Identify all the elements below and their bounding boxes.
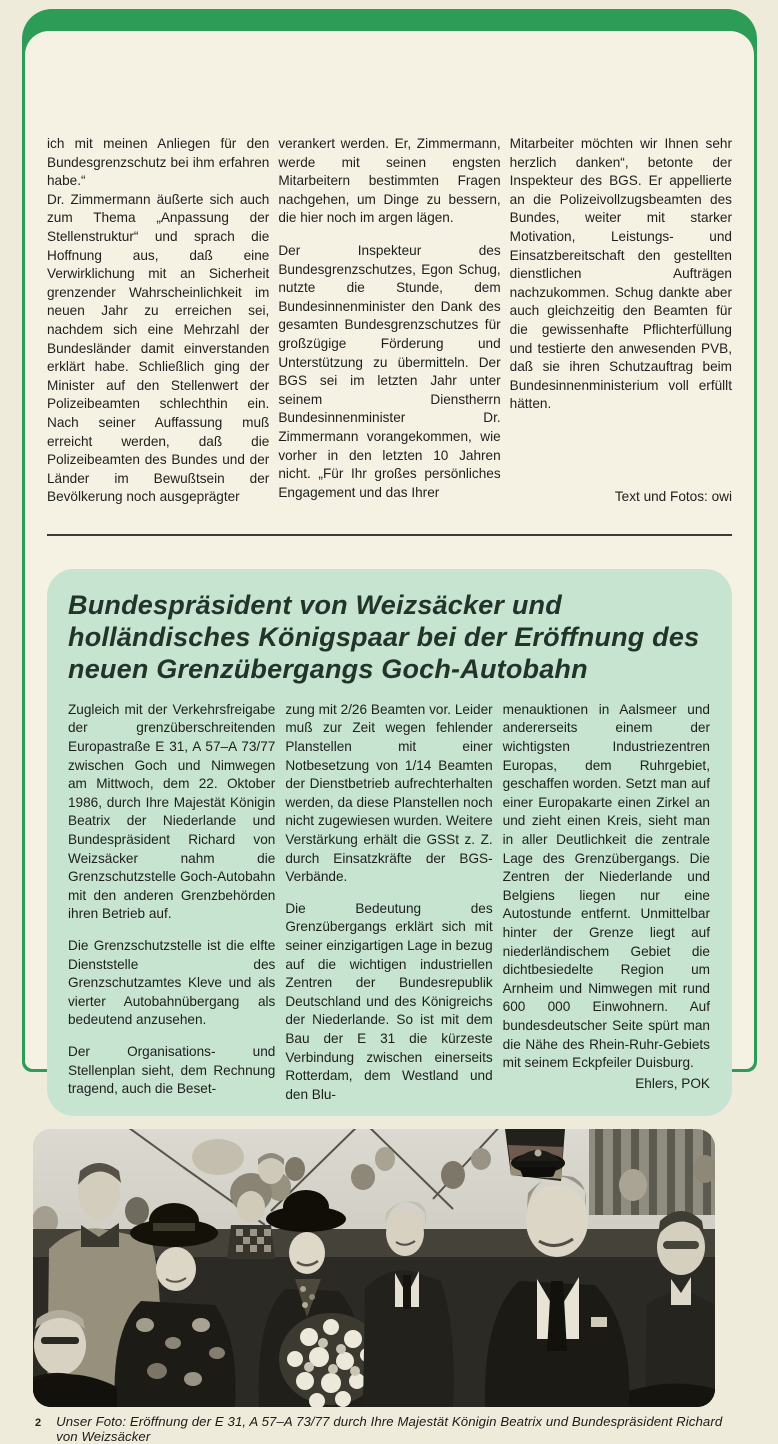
photo-caption-row	[35, 1414, 732, 1444]
man-balding-center	[258, 1153, 284, 1184]
top-article-column-3	[510, 135, 732, 507]
paragraph: Dr. Zimmermann äußerte sich auch zum Thema „Anpassung der Stellenstruktur“ und sprach die Hoffnung aus, daß eine Verwirklichung mit an Sicherheit grenzender Wahrscheinlichkeit im neuen Jahr zu erreichen sei, nachdem sich eine Mehrzahl der Bundesländer damit einverstanden erklärt habe. Schließlich ging der Minister auf den Stellenwert der Polizeibeamten schlechthin ein. Nach seiner Auffassung muß erreicht werden, daß die Polizeibeamten des Bundes und der Länder im Bewußtsein der Bevölkerung noch ausgeprägter	[47, 191, 270, 505]
paragraph: verankert werden. Er, Zimmermann, werde mit seinen engsten Mitarbeitern bestimmten Fragen nachgehen, um Dinge zu bessern, die hier noch im argen lägen.	[278, 136, 501, 226]
paragraph: Zugleich mit der Verkehrsfreigabe der grenzüberschreitenden Europastraße E 31, A 57–A 73/77 zwischen Goch und Nimwegen am Mittwoch, dem 22. Oktober 1986, durch Ihre Majestät Königin Beatrix der Niederlande und Bundespräsident Richard von Weizsäcker nahm die Grenzschutzstelle Goch-Autobahn mit den anderen Grenzbehörden ihren Betrieb auf.	[68, 701, 276, 922]
page-content	[25, 31, 754, 1444]
feature-column-2	[285, 701, 492, 1104]
feature-column-3	[503, 701, 710, 1104]
feature-headline: Bundespräsident von Weizsäcker und holländisches Königspaar bei der Eröffnung des neuen Grenzübergangs Goch-Autobahn	[68, 589, 700, 684]
paragraph: Die Grenzschutzstelle ist die elfte Dienststelle des Grenzschutzamtes Kleve und als vierter Autobahnübergang als bedeutend anzusehen.	[68, 938, 276, 1028]
section-divider	[47, 534, 732, 536]
top-article-column-2	[278, 135, 500, 507]
feature-column-1	[68, 701, 275, 1104]
top-article-column-1	[47, 135, 269, 507]
page-number: 2	[35, 1417, 42, 1430]
crowd-photo	[33, 1129, 715, 1407]
author-signature: Ehlers, POK	[635, 1075, 710, 1091]
photo-caption: Unser Foto: Eröffnung der E 31, A 57–A 73/77 durch Ihre Majestät Königin Beatrix und Bundespräsident Richard von Weizsäcker	[56, 1414, 723, 1444]
paragraph: zung mit 2/26 Beamten vor. Leider muß zur Zeit wegen fehlender Planstellen mit einer Notbesetzung von 1/14 Beamten der Dienstbetrieb aufrechterhalten werden, da diese Planstellen noch nicht zugewiesen wurden. Weitere Verstärkung erhält die GSSt z. Z. durch Einsatzkräfte der BGS-Verbände.	[285, 701, 493, 885]
top-article	[47, 135, 732, 507]
feature-columns	[68, 701, 714, 1104]
paragraph: Der Organisations- und Stellenplan sieht, dem Rechnung tragend, auch die Beset-	[68, 1043, 276, 1097]
paragraph: Die Bedeutung des Grenzübergangs erklärt sich mit seiner einzigartigen Lage in bezug auf die wichtigen industriellen Zentren der Bundesrepublik Deutschland und des Königreichs der Niederlande. So ist mit dem Bau der E 31 die kürzeste Verbindung zwischen einerseits Rotterdam, dem Westland und den Blu-	[285, 900, 493, 1102]
paragraph: Der Inspekteur des Bundesgrenzschutzes, Egon Schug, nutzte die Stunde, dem Bundesinnenminister den Dank des gesamten Bundesgrenzschutzes für großzügige Förderung und Unterstützung zu übermitteln. Der BGS sei im letzten Jahr unter seinem Dienstherrn Bundesinnenminister Dr. Zimmermann vorangekommen, wie vorher in den letzten 10 Jahren nicht. „Für Ihr großes persönliches Engagement und das Ihrer	[278, 242, 501, 500]
page-panel	[25, 31, 754, 1444]
page-frame	[22, 9, 757, 1444]
paragraph: Mitarbeiter möchten wir Ihnen sehr herzlich danken“, betonte der Inspekteur des BGS. Er appellierte an die Polizeivollzugsbeamten des Bundes, weiter mit starker Motivation, Leistungs- und Einsatzbereitschaft den gestellten dienstlichen Aufträgen nachzukommen. Schug dankte aber auch gleichzeitig den Beamten für die gewissenhafte Pflichterfüllung und testierte den anwesenden PVB, daß sie ihren Schutzauftrag beim Bundesinnenministerium voll erfüllt hätten.	[509, 136, 732, 412]
paragraph: ich mit meinen Anliegen für den Bundesgrenzschutz bei ihm erfahren habe.“	[47, 136, 270, 189]
feature-article-panel	[47, 569, 732, 1116]
paragraph: menauktionen in Aalsmeer und andererseits einem der wichtigsten Industriezentren Europas, dem Ruhrgebiet, geschaffen worden. Setzt man auf einer Europakarte einen Zirkel an und zieht einen Kreis, sieht man in aller Deutlichkeit die zentrale Lage des Grenzübergangs. Die Zentren der Niederlande und Belgiens liegen nur eine Autostunde entfernt. Unmittelbar hinter der Grenze liegt auf niederländischem Gebiet die dichtbesiedelte Region um Arnheim und Nimwegen mit rund 600 000 Einwohnern. Auf bundesdeutscher Seite spürt man die Nähe des Rhein-Ruhr-Gebiets mit seinem Eckpfeiler Duisburg.	[502, 701, 710, 1071]
crowd-photo-illustration	[33, 1129, 715, 1407]
photo-credit-byline: Text und Fotos: owi	[614, 488, 732, 504]
